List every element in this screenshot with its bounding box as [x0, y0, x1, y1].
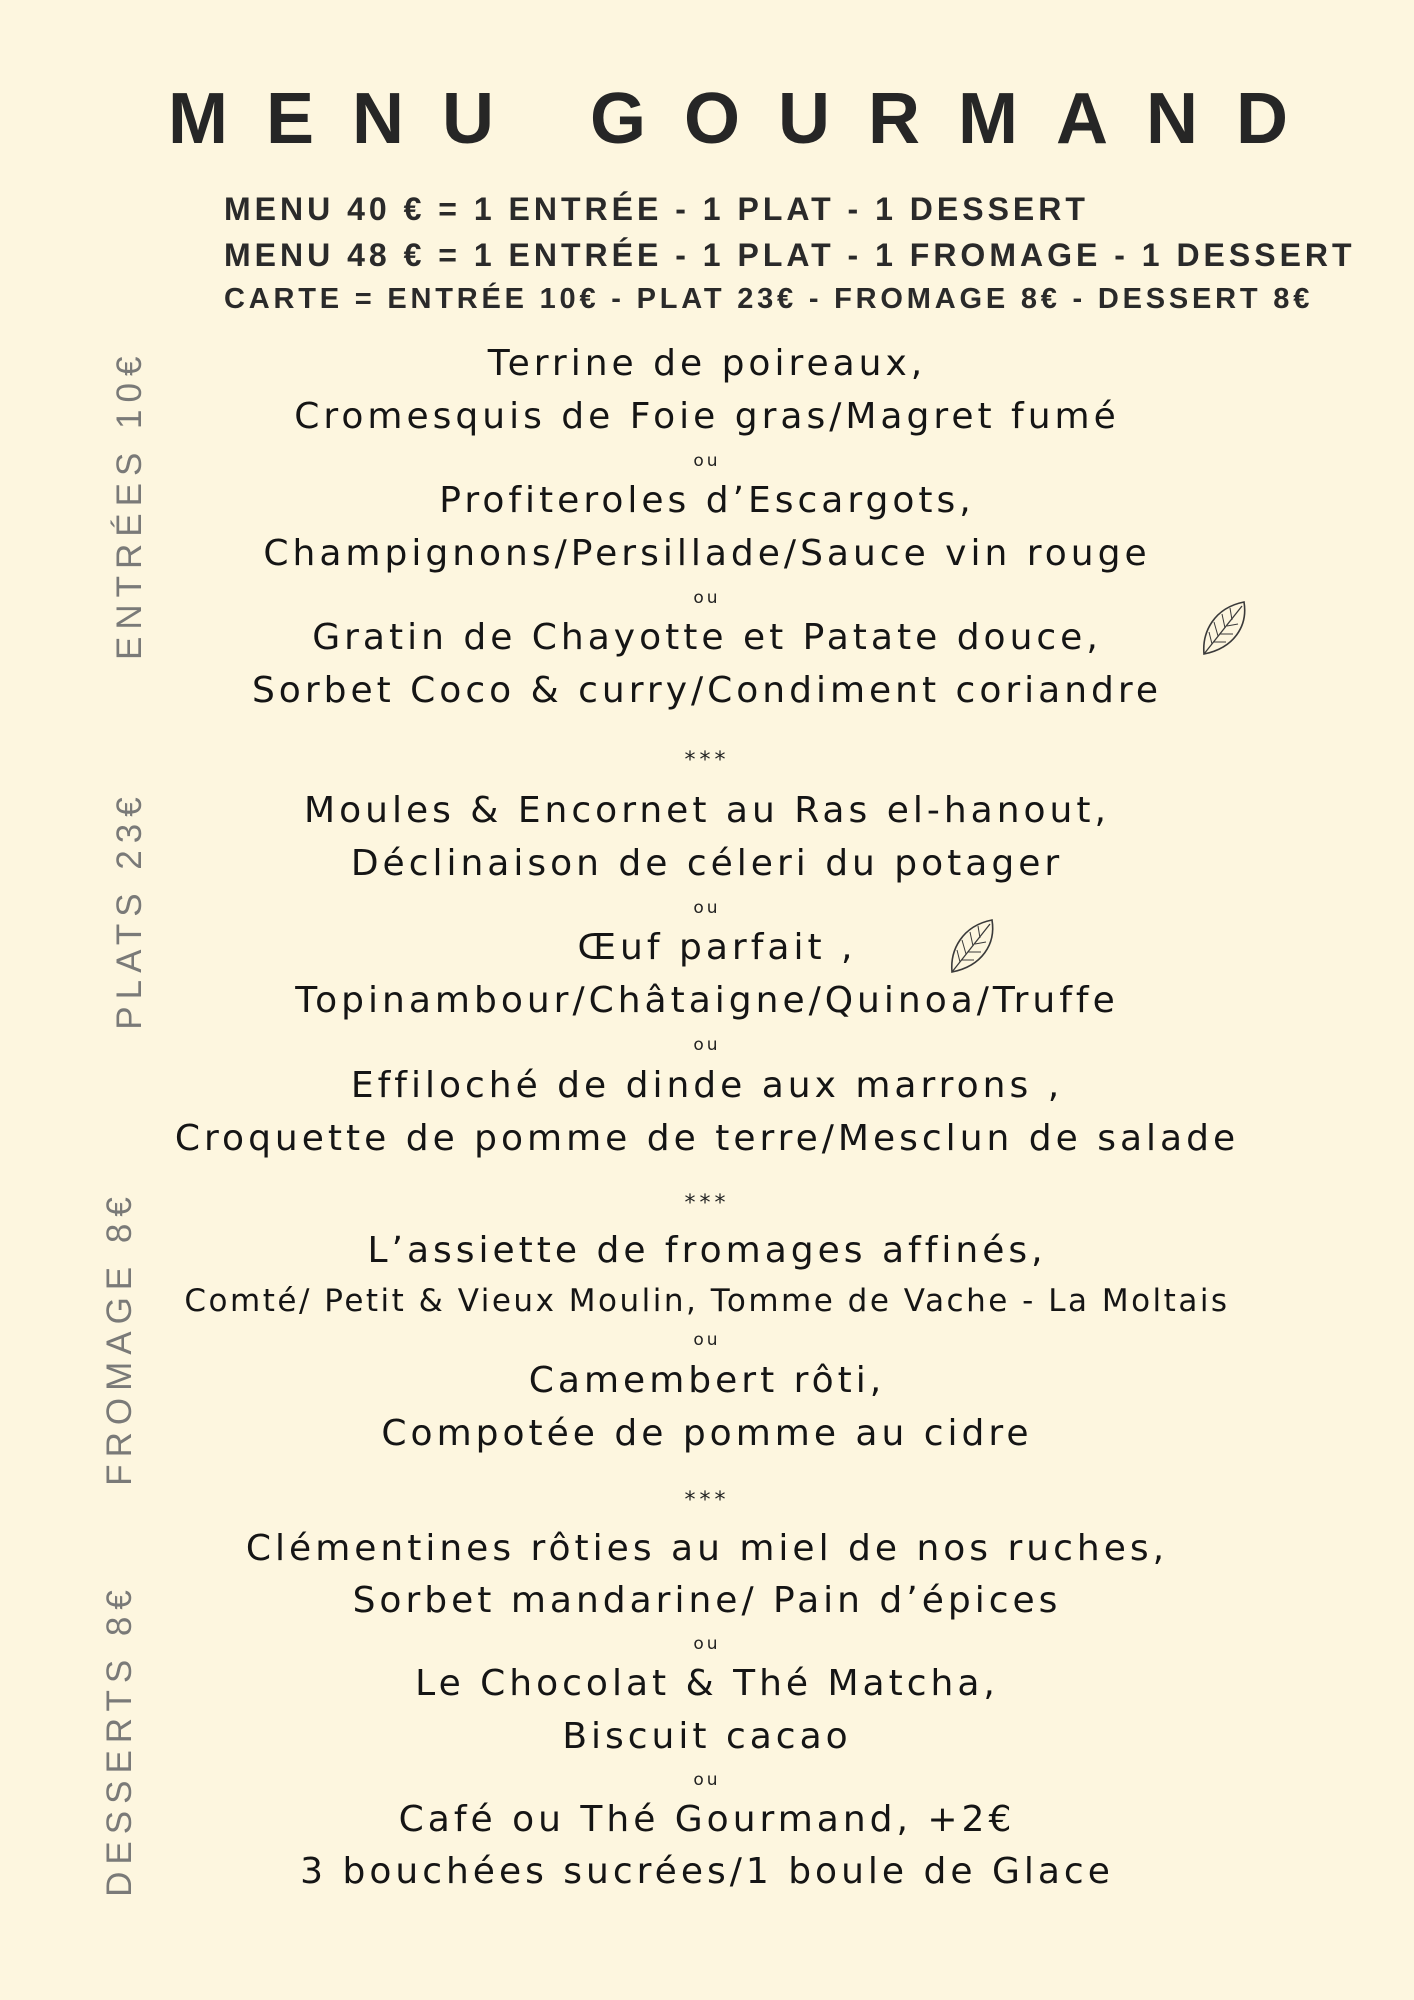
entree1-desc: Cromesquis de Foie gras/Magret fumé: [294, 396, 1120, 437]
section-separator: ***: [684, 1191, 730, 1216]
entree2-title: Profiteroles d’Escargots,: [439, 480, 975, 521]
dessert3-title: Café ou Thé Gourmand, +2€: [398, 1799, 1016, 1840]
ou-divider: ou: [693, 1770, 721, 1790]
pricing-block: [224, 186, 1356, 320]
section-label-fromage: FROMAGE 8€: [100, 1190, 139, 1486]
pricing-carte: CARTE = ENTRÉE 10€ - PLAT 23€ - FROMAGE 8€ - DESSERT 8€: [224, 283, 1314, 315]
ou-divider: ou: [693, 1035, 721, 1055]
dessert1-desc: Sorbet mandarine/ Pain d’épices: [352, 1580, 1062, 1621]
dessert3-desc: 3 bouchées sucrées/1 boule de Glace: [300, 1851, 1114, 1892]
ou-divider: ou: [693, 1634, 721, 1654]
ou-divider: ou: [693, 898, 721, 918]
section-separator: ***: [684, 1488, 730, 1513]
plat3-desc: Croquette de pomme de terre/Mesclun de salade: [174, 1118, 1240, 1159]
plat2-desc: Topinambour/Châtaigne/Quinoa/Truffe: [295, 980, 1119, 1021]
fromage2-title: Camembert rôti,: [528, 1360, 886, 1401]
menu-title: MENU GOURMAND: [168, 79, 1326, 159]
ou-divider: ou: [693, 588, 721, 608]
fromage2-desc: Compotée de pomme au cidre: [381, 1413, 1033, 1454]
plat1-desc: Déclinaison de céleri du potager: [350, 843, 1064, 884]
entree1-title: Terrine de poireaux,: [487, 343, 927, 384]
fromage1-title: L’assiette de fromages affinés,: [367, 1230, 1047, 1271]
section-label-entrees: ENTRÉES 10€: [110, 349, 149, 660]
plat3-title: Effiloché de dinde aux marrons ,: [350, 1065, 1064, 1106]
ou-divider: ou: [693, 1330, 721, 1350]
leaf-icon: [946, 916, 998, 976]
leaf-icon: [1198, 598, 1250, 658]
entree3-desc: Sorbet Coco & curry/Condiment coriandre: [251, 670, 1163, 711]
dessert2-desc: Biscuit cacao: [562, 1716, 852, 1757]
pricing-menu-40: MENU 40 € = 1 ENTRÉE - 1 PLAT - 1 DESSERT: [224, 191, 1089, 227]
ou-divider: ou: [693, 451, 721, 471]
entree2-desc: Champignons/Persillade/Sauce vin rouge: [263, 533, 1151, 574]
plat2-title: Œuf parfait ,: [577, 927, 857, 968]
pricing-menu-48: MENU 48 € = 1 ENTRÉE - 1 PLAT - 1 FROMAGE - 1 DESSERT: [224, 237, 1356, 273]
dessert2-title: Le Chocolat & Thé Matcha,: [415, 1663, 999, 1704]
section-label-plats: PLATS 23€: [110, 790, 149, 1030]
section-label-desserts: DESSERTS 8€: [100, 1583, 139, 1897]
section-separator: ***: [684, 748, 730, 773]
entree3-title: Gratin de Chayotte et Patate douce,: [312, 617, 1102, 658]
fromage1-desc: Comté/ Petit & Vieux Moulin, Tomme de Vache - La Moltais: [184, 1283, 1230, 1319]
dessert1-title: Clémentines rôties au miel de nos ruches,: [245, 1528, 1169, 1569]
plat1-title: Moules & Encornet au Ras el-hanout,: [304, 790, 1110, 831]
